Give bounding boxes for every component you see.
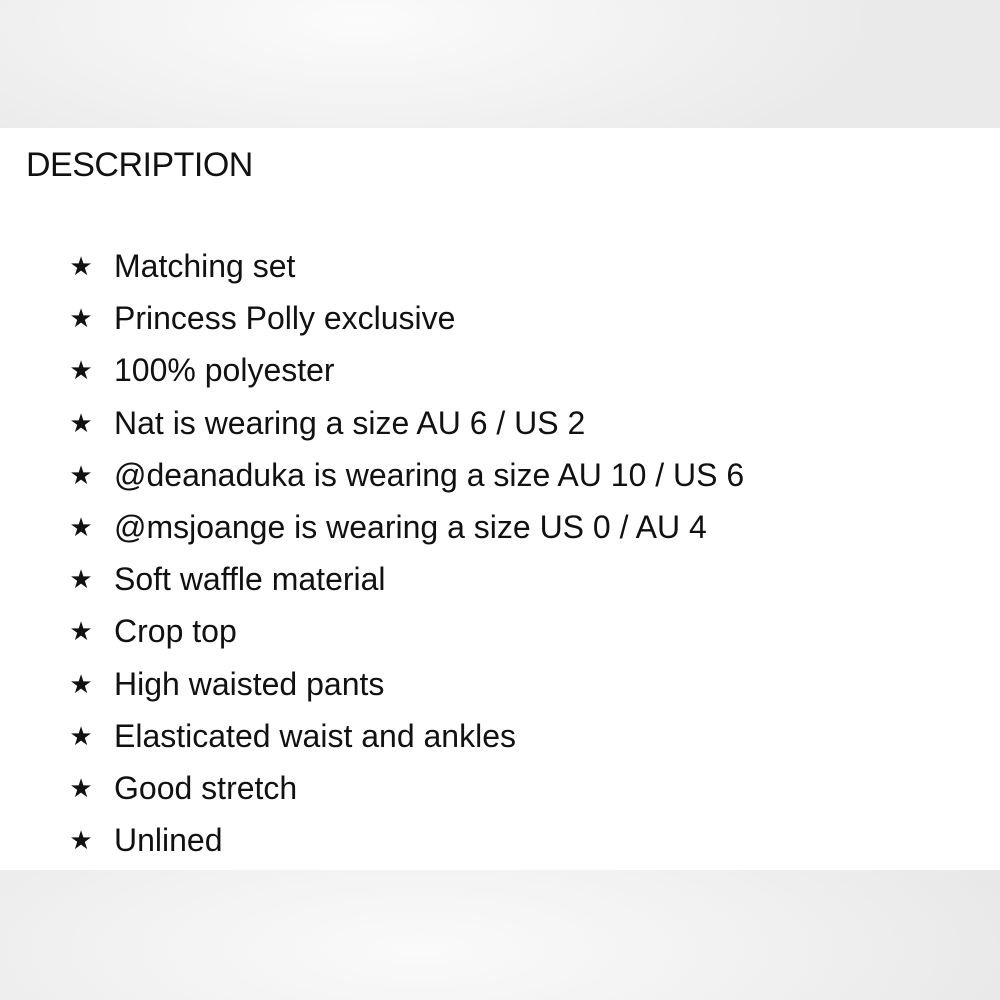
list-item-text: Unlined bbox=[114, 822, 223, 859]
star-icon: ★ bbox=[69, 772, 93, 803]
list-item-text: 100% polyester bbox=[114, 352, 335, 389]
list-item bbox=[66, 344, 744, 396]
star-icon: ★ bbox=[69, 512, 93, 543]
star-icon: ★ bbox=[69, 459, 93, 490]
list-item bbox=[66, 658, 744, 710]
star-icon: ★ bbox=[69, 616, 93, 647]
star-icon: ★ bbox=[69, 720, 93, 751]
star-icon: ★ bbox=[69, 355, 93, 386]
list-item bbox=[66, 814, 744, 866]
list-item bbox=[66, 605, 744, 657]
star-icon: ★ bbox=[69, 407, 93, 438]
list-item-text: Elasticated waist and ankles bbox=[114, 717, 516, 754]
star-icon: ★ bbox=[69, 303, 93, 334]
star-icon: ★ bbox=[69, 564, 93, 595]
list-item-text: Matching set bbox=[114, 248, 296, 285]
list-item bbox=[66, 501, 744, 553]
description-heading: DESCRIPTION bbox=[26, 146, 253, 184]
list-item bbox=[66, 292, 744, 344]
list-item-text: Soft waffle material bbox=[114, 561, 386, 598]
top-background bbox=[0, 0, 1000, 128]
list-item-text: Princess Polly exclusive bbox=[114, 300, 456, 337]
list-item-text: @msjoange is wearing a size US 0 / AU 4 bbox=[114, 509, 707, 546]
list-item bbox=[66, 710, 744, 762]
list-item bbox=[66, 762, 744, 814]
description-list bbox=[66, 240, 744, 866]
list-item-text: Good stretch bbox=[114, 769, 298, 806]
list-item bbox=[66, 397, 744, 449]
list-item-text: Nat is wearing a size AU 6 / US 2 bbox=[114, 404, 586, 441]
star-icon: ★ bbox=[69, 668, 93, 699]
list-item-text: @deanaduka is wearing a size AU 10 / US 6 bbox=[114, 456, 745, 493]
bottom-background bbox=[0, 870, 1000, 1000]
list-item-text: Crop top bbox=[114, 613, 237, 650]
star-icon: ★ bbox=[69, 825, 93, 856]
list-item bbox=[66, 449, 744, 501]
list-item-text: High waisted pants bbox=[114, 665, 385, 702]
list-item bbox=[66, 240, 744, 292]
star-icon: ★ bbox=[69, 251, 93, 282]
list-item bbox=[66, 553, 744, 605]
